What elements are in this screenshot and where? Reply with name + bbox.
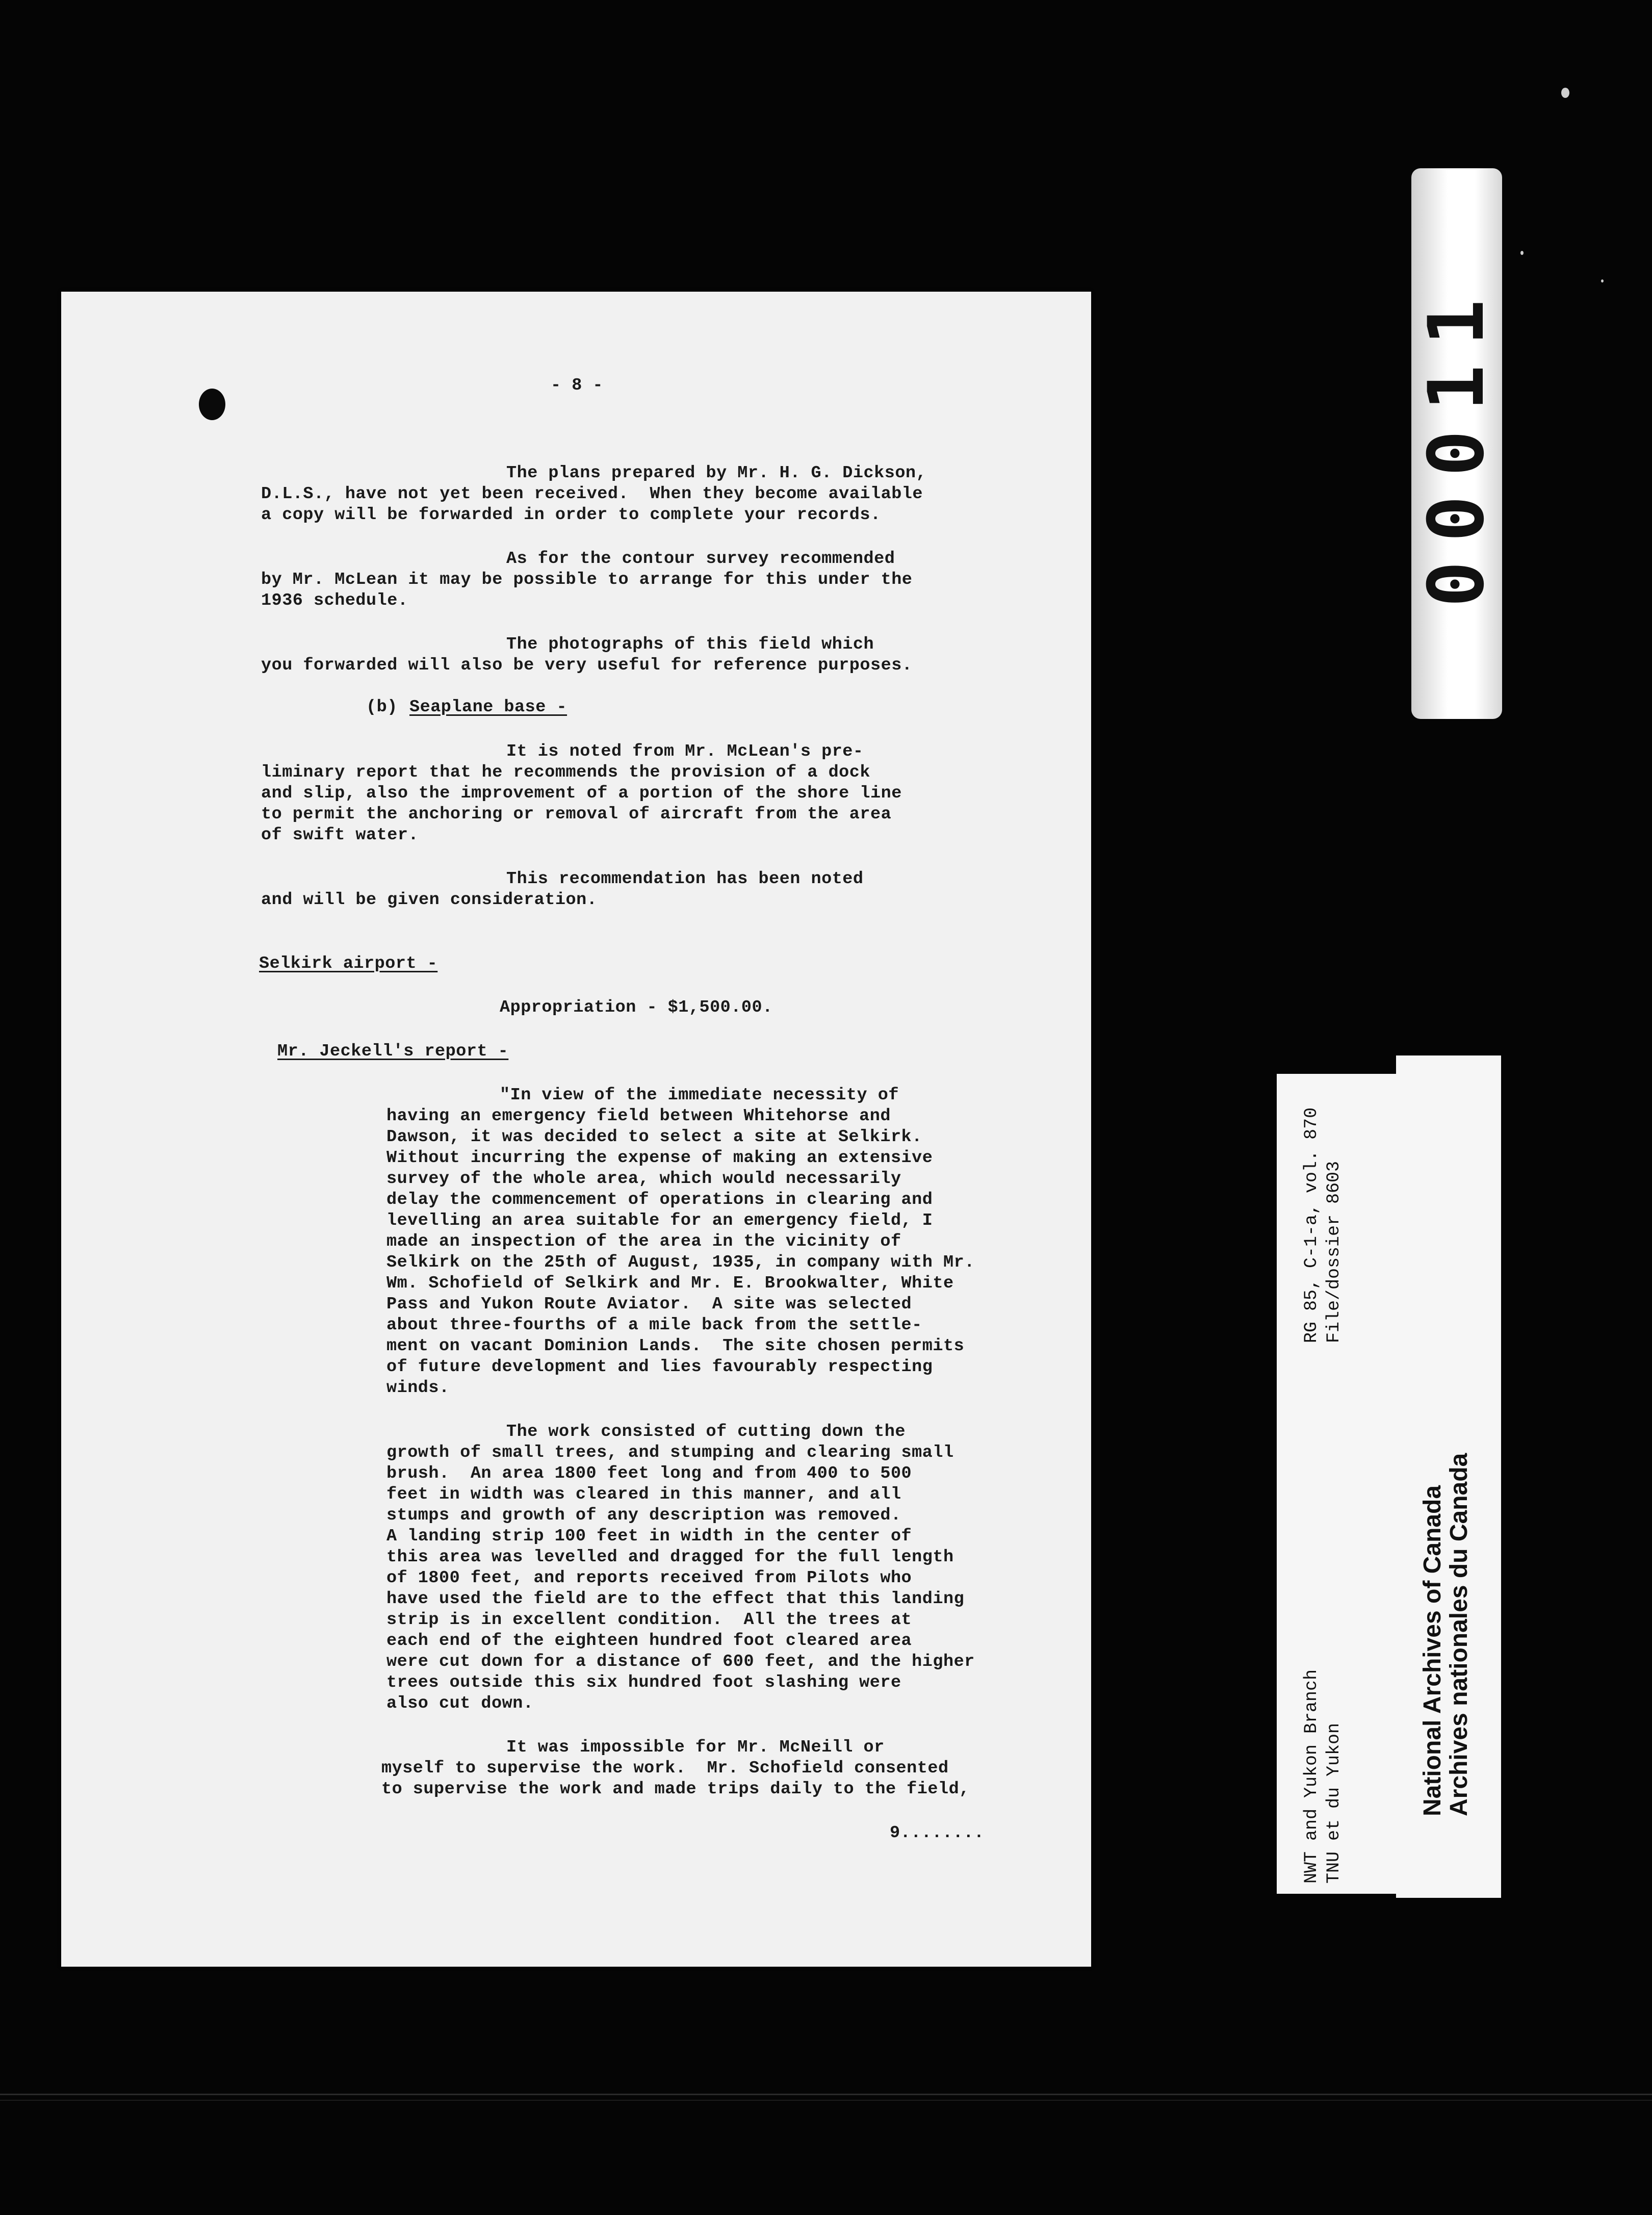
quote-line: feet in width was cleared in this manner, and all [386,1485,901,1504]
text-line: It is noted from Mr. McLean's pre- [506,742,864,761]
text-line: and will be given consideration. [261,890,598,910]
quote-line: myself to supervise the work. Mr. Schofield consented [381,1759,949,1778]
continuation-marker: 9........ [890,1823,985,1843]
quote-line: Selkirk on the 25th of August, 1935, in company with Mr. [386,1253,975,1272]
frame-counter-number: 00011 [1412,280,1501,607]
text-line: This recommendation has been noted [506,869,864,889]
quote-line: Without incurring the expense of making an extensive [386,1148,933,1168]
quote-line: stumps and growth of any description was removed. [386,1506,901,1525]
quote-line: A landing strip 100 feet in width in the center of [386,1527,912,1546]
quote-line: Wm. Schofield of Selkirk and Mr. E. Brookwalter, White [386,1274,954,1293]
text-line: by Mr. McLean it may be possible to arrange for this under the [261,570,913,589]
quote-line: levelling an area suitable for an emergency field, I [386,1211,933,1230]
quote-line: The work consisted of cutting down the [506,1422,906,1441]
quote-line: It was impossible for Mr. McNeill or [506,1738,885,1757]
quote-line: survey of the whole area, which would necessarily [386,1169,901,1189]
dust-speck [1561,88,1569,98]
text-line: The plans prepared by Mr. H. G. Dickson, [506,463,927,483]
archives-name-fr: Archives nationales du Canada [1446,1453,1473,1816]
text-line: D.L.S., have not yet been received. When they become available [261,484,923,504]
quote-line: trees outside this six hundred foot slashing were [386,1673,901,1692]
page-number: - 8 - [551,376,604,395]
text-line: a copy will be forwarded in order to complete your records. [261,505,881,525]
quote-line: strip is in excellent condition. All the trees at [386,1610,912,1630]
quote-line: this area was levelled and dragged for the full length [386,1548,954,1567]
text-line: of swift water. [261,826,419,845]
text-line: and slip, also the improvement of a portion of the shore line [261,784,902,803]
text-line: to permit the anchoring or removal of aircraft from the area [261,805,892,824]
quote-line: Pass and Yukon Route Aviator. A site was selected [386,1295,912,1314]
quote-line: having an emergency field between Whitehorse and [386,1106,891,1126]
national-archives-label [1396,1055,1501,1898]
dust-speck [1601,279,1604,282]
quote-line: winds. [386,1378,450,1398]
section-heading: Mr. Jeckell's report - [277,1042,509,1061]
quote-line: to supervise the work and made trips daily to the field, [381,1780,970,1799]
quote-line: ment on vacant Dominion Lands. The site chosen permits [386,1336,965,1356]
archive-reference-label [1277,1074,1400,1894]
record-group-ref: RG 85, C-1-a, vol. 870 [1301,1107,1322,1343]
quote-line: each end of the eighteen hundred foot cleared area [386,1631,912,1651]
quote-line: Dawson, it was decided to select a site at Selkirk. [386,1127,922,1147]
text-line: liminary report that he recommends the provision of a dock [261,763,870,782]
quote-line: of future development and lies favourably respecting [386,1357,933,1377]
quote-line: also cut down. [386,1694,534,1713]
section-heading: Selkirk airport - [259,954,438,973]
appropriation-line: Appropriation - $1,500.00. [500,998,773,1017]
quote-line: have used the field are to the effect that this landing [386,1589,965,1609]
quote-line: "In view of the immediate necessity of [500,1086,899,1105]
document-page [61,292,1091,1967]
file-dossier-ref: File/dossier 8603 [1324,1161,1344,1343]
quote-line: were cut down for a distance of 600 feet, and the higher [386,1652,975,1671]
text-line: As for the contour survey recommended [506,549,895,569]
subsection-marker: (b) [366,698,398,717]
frame-counter [1411,168,1502,719]
branch-name-fr: TNU et du Yukon [1324,1722,1344,1884]
film-streak [0,2100,1652,2101]
quote-line: about three-fourths of a mile back from the settle- [386,1316,922,1335]
section-heading: Seaplane base - [409,698,567,717]
archives-name-en: National Archives of Canada [1419,1485,1446,1816]
quote-line: made an inspection of the area in the vicinity of [386,1232,901,1251]
branch-name-en: NWT and Yukon Branch [1301,1669,1322,1884]
quote-line: of 1800 feet, and reports received from Pilots who [386,1568,912,1588]
quote-line: brush. An area 1800 feet long and from 400 to 500 [386,1464,912,1483]
text-line: The photographs of this field which [506,635,874,654]
quote-line: growth of small trees, and stumping and clearing small [386,1443,954,1462]
dust-speck [1520,251,1524,255]
quote-line: delay the commencement of operations in clearing and [386,1190,933,1209]
punch-hole [199,389,225,420]
text-line: you forwarded will also be very useful for reference purposes. [261,656,913,675]
text-line: 1936 schedule. [261,591,408,610]
film-streak [0,2094,1652,2095]
